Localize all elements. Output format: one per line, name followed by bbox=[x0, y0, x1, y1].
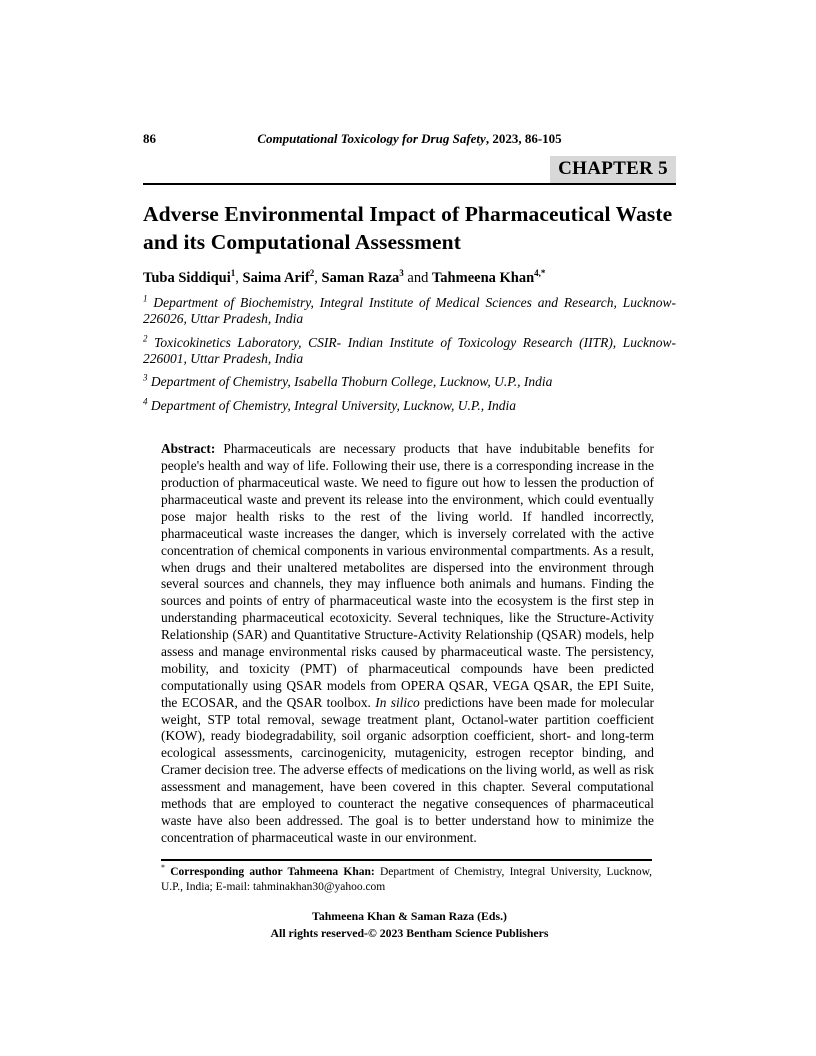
abstract-text: Pharmaceuticals are necessary products that have indubitable benefits for people's health and way of life. Following their use, there is a corresponding increase in the production of pharmaceutical waste. We need to figure out how to lessen the production of pharmaceutical waste and prevent its release into the environment, which could eventually pose major health risks to the rest of the living world. If handled incorrectly, pharmaceutical waste increases the danger, which is inversely correlated with the active concentration of chemical components in various environmental compartments. As a result, when drugs and their unaltered metabolites are dispersed into the environment through several sources and channels, they may influence both animals and humans. Finding the sources and points of entry of pharmaceutical waste into the ecosystem is the first step in understanding pharmaceutical ecotoxicity. Several techniques, like the Structure-Activity Relationship (SAR) and Quantitative Structure-Activity Relationship (QSAR) models, help assess and manage environmental risks caused by pharmaceutical waste. The persistency, mobility, and toxicity (PMT) of pharmaceutical compounds have been predicted computationally using QSAR models from OPERA QSAR, VEGA QSAR, the EPI Suite, the ECOSAR, and the QSAR toolbox. bbox=[161, 441, 654, 710]
page-content bbox=[143, 131, 676, 942]
author-separator: , bbox=[314, 269, 322, 286]
running-title bbox=[143, 131, 676, 147]
abstract-label: Abstract: bbox=[161, 441, 216, 457]
footnote-marker: * bbox=[161, 862, 165, 872]
author-affiliation-mark: 4,* bbox=[534, 267, 546, 278]
affiliation-text: Toxicokinetics Laboratory, CSIR- Indian Institute of Toxicology Research (IITR), Lucknow-226001, Uttar Pradesh, India bbox=[143, 334, 677, 366]
author-affiliation-mark: 1 bbox=[230, 267, 236, 278]
affiliation-text: Department of Chemistry, Integral University, Lucknow, U.P., India bbox=[150, 398, 516, 414]
chapter-badge: CHAPTER 5 bbox=[550, 156, 676, 183]
imprint bbox=[143, 908, 676, 942]
footnote-bold: Corresponding author Tahmeena Khan: bbox=[170, 865, 375, 878]
author-name: Saman Raza$^3$ bbox=[321, 267, 404, 286]
author-separator: and bbox=[403, 269, 432, 286]
running-title-pages: , 2023, 86-105 bbox=[485, 131, 562, 146]
affiliation-number: 3 bbox=[143, 372, 148, 383]
affiliation-text: Department of Biochemistry, Integral Institute of Medical Sciences and Research, Lucknow-226026, Uttar Pradesh, India bbox=[143, 294, 676, 326]
author-affiliation-mark: 2 bbox=[309, 267, 315, 278]
affiliation bbox=[143, 398, 676, 414]
author-name: Tuba Siddiqui$^1$ bbox=[143, 267, 236, 286]
affiliation-number: 2 bbox=[143, 333, 148, 344]
affiliation bbox=[143, 374, 676, 390]
authors-line bbox=[143, 267, 676, 287]
abstract-italic-phrase: In silico bbox=[375, 694, 420, 710]
affiliation bbox=[143, 335, 676, 367]
imprint-rights: All rights reserved-© 2023 Bentham Science Publishers bbox=[270, 926, 549, 941]
running-title-book: Computational Toxicology for Drug Safety bbox=[257, 131, 486, 146]
page-number: 86 bbox=[143, 131, 156, 146]
author-separator: , bbox=[235, 269, 243, 286]
chapter-rule bbox=[143, 156, 676, 185]
author-affiliation-mark: 3 bbox=[399, 267, 404, 278]
footnote-text: Department of Chemistry, Integral University, Lucknow, U.P., India; E-mail: tahminakhan30@yahoo.com bbox=[161, 865, 653, 893]
affiliation-text: Department of Chemistry, Isabella Thoburn College, Lucknow, U.P., India bbox=[150, 374, 553, 390]
imprint-editors: Tahmeena Khan & Saman Raza (Eds.) bbox=[312, 909, 507, 923]
corresponding-author-footnote bbox=[161, 859, 652, 895]
affiliation-number: 4 bbox=[143, 396, 148, 407]
running-header bbox=[143, 131, 676, 148]
author-name: Saima Arif$^2$ bbox=[242, 267, 315, 286]
abstract-text: predictions have been made for molecular weight, STP total removal, sewage treatment plant, Octanol-water partition coefficient (KOW), ready biodegradability, soil organic adsorption coefficient, short- and long-term ecological assessments, carcinogenicity, mutagenicity, estrogen receptor binding, and Cramer decision tree. The adverse effects of medications on the living world, as well as risk assessment and management, have been covered in this chapter. Several computational methods that are employed to counteract the negative consequences of pharmaceutical waste have also been addressed. The goal is to better understand how to minimize the concentration of pharmaceutical waste in our environment. bbox=[161, 694, 654, 845]
abstract bbox=[161, 441, 654, 846]
affiliation bbox=[143, 295, 676, 327]
author-name: Tahmeena Khan$^{4,*}$ bbox=[431, 267, 546, 286]
affiliation-number: 1 bbox=[143, 293, 148, 304]
chapter-title: Adverse Environmental Impact of Pharmaceutical Waste and its Computational Assessment bbox=[143, 202, 673, 255]
